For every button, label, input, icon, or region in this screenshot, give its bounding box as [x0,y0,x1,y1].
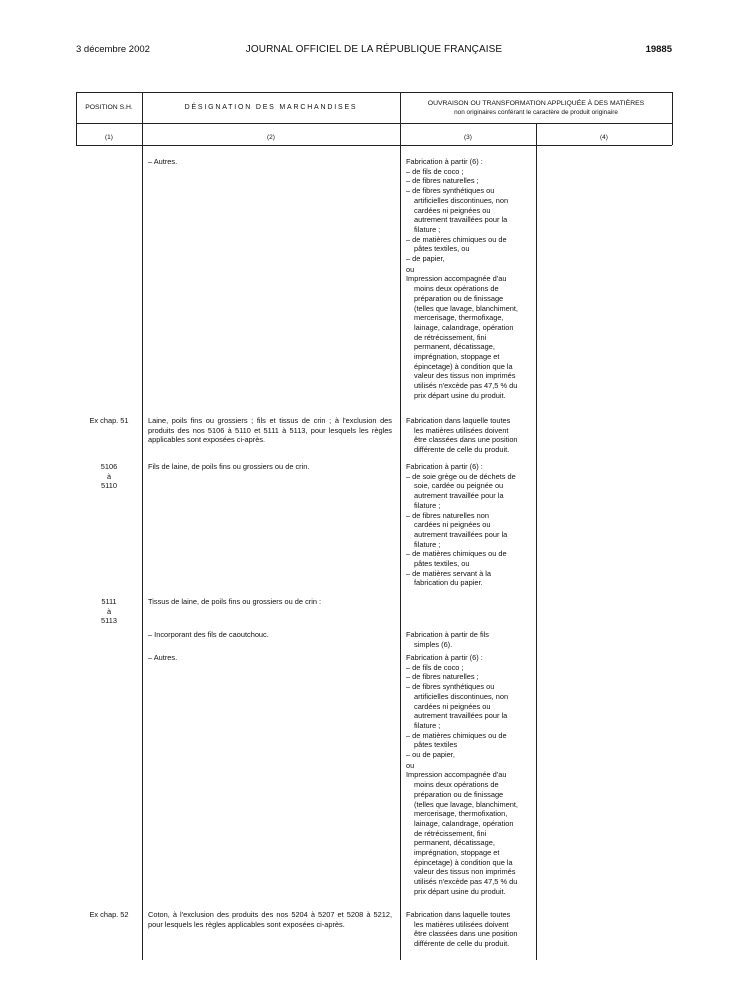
rule-line: autrement travaillée pour la [414,491,504,501]
rule-line: – de soie grège ou de déchets de [406,471,516,481]
rule-line: ou [406,264,415,274]
rule-line: pâtes textiles, ou [414,559,470,569]
rule-line: – de fibres naturelles ; [406,176,479,186]
rule-line: épincetage) à condition que la [414,361,513,371]
designation-text: – Incorporant des fils de caoutchouc. [148,630,269,639]
rule-line: artificielles discontinues, non [414,195,509,205]
rule-line: filature ; [414,500,441,510]
right-border [672,92,673,145]
rule-line: imprégnation, stoppage et [414,352,500,362]
rule-line: permanent, décatissage, [414,342,495,352]
rule-line: être classées dans une position [414,435,518,445]
designation-text: Tissus de laine, de poils fins ou grossiers ou de crin : [148,597,322,606]
rule-line: Impression accompagnée d'au [406,770,507,780]
rule-line: cardées ni peignées ou [414,701,491,711]
journal-title: JOURNAL OFFICIEL DE LA RÉPUBLIQUE FRANÇAISE [245,44,503,55]
rule-line: Fabrication à partir de fils [406,630,489,639]
rule-line: valeur des tissus non imprimés [414,867,516,877]
rule-line: Impression accompagnée d'au [406,274,507,284]
heading-position: POSITION S.H. [85,104,133,111]
designation-text: Fils de laine, de poils fins ou grossiers ou de crin. [148,462,310,471]
rule-line: artificielles discontinues, non [414,691,509,701]
rule-line: soie, cardée ou peignée ou [414,481,504,491]
heading-designation: DÉSIGNATION DES MARCHANDISES [184,104,358,111]
position-code: Ex chap. 51 [89,416,129,425]
rule-line: – de matières chimiques ou de [406,549,507,559]
rule-line: – de fibres synthétiques ou [406,186,495,196]
rule-line: de rétrécissement, fini [414,828,487,838]
rule-line: filature ; [414,224,441,234]
transformation-rule [406,416,530,455]
header-date: 3 décembre 2002 [76,44,150,55]
position-code: 5111 à 5113 [101,597,117,626]
rule-line: pâtes textiles [414,740,458,750]
col-divider-1 [142,92,143,960]
rule-line: – de fibres naturelles ; [406,672,479,682]
rule-line: simples (6). [414,639,453,649]
rule-line: prix départ usine du produit. [414,390,506,400]
col-divider-3 [536,123,537,960]
rule-line: – de matières chimiques ou de [406,730,507,740]
rule-line: Fabrication à partir (6) : [406,462,483,471]
rule-line: Fabrication dans laquelle toutes [406,416,511,425]
rule-line: – de fibres synthétiques ou [406,682,495,692]
rule-line: différente de celle du produit. [414,445,510,455]
col-divider-2 [400,92,401,960]
rule-line: Fabrication à partir (6) : [406,653,483,662]
rule-line: épincetage) à condition que la [414,857,513,867]
rule-line: autrement travaillées pour la [414,215,508,225]
column-number-4: (4) [600,134,608,141]
rule-line: – de fibres naturelles non [406,510,489,520]
designation-text: Coton, à l'exclusion des produits des nos 5204 à 5207 et 5208 à 5212, pour lesquels les règles applicables sont exposées ci-après. [148,910,392,929]
rule-line: autrement travaillées pour la [414,711,508,721]
rule-line: Fabrication à partir (6) : [406,157,483,166]
rule-line: cardées ni peignées ou [414,205,491,215]
rule-line: autrement travaillées pour la [414,529,508,539]
rule-line: ou [406,760,415,770]
table-top-border [76,92,672,93]
transformation-rule [406,630,530,649]
rule-line: – de matières chimiques ou de [406,234,507,244]
rule-line: cardées ni peignées ou [414,520,491,530]
rule-line: filature ; [414,539,441,549]
rule-line: permanent, décatissage, [414,838,495,848]
rule-line: – de papier, [406,254,445,264]
designation-text: Laine, poils fins ou grossiers ; fils et tissus de crin ; à l'exclusion des produits des nos 5106 à 5110 et 5111 à 5113, pour lesquels les règles applicables sont exposées ci-après. [148,416,392,445]
rule-line: de rétrécissement, fini [414,332,487,342]
rule-line: – de matières servant à la [406,568,492,578]
column-number-2: (2) [267,134,275,141]
column-number-1: (1) [105,134,113,141]
rule-line: moins deux opérations de [414,780,499,790]
rule-line: être classées dans une position [414,929,518,939]
rule-line: pâtes textiles, ou [414,244,470,254]
rule-line: mercerisage, thermofixage, [414,313,504,323]
rule-line: utilisés n'excède pas 47,5 % du [414,381,518,391]
position-code: 5106 à 5110 [100,462,118,491]
colnum-divider [76,145,672,146]
rule-line: prix départ usine du produit. [414,886,506,896]
page-number: 19885 [645,44,672,55]
rule-line: filature ; [414,720,441,730]
rule-line: (telles que lavage, blanchiment, [414,303,518,313]
rule-line: préparation ou de finissage [414,789,504,799]
transformation-rule [406,157,530,401]
rule-line: – ou de papier, [406,750,455,760]
rule-line: différente de celle du produit. [414,939,510,949]
rule-line: préparation ou de finissage [414,293,504,303]
designation-text: – Autres. [148,653,178,662]
rule-line: – de fils de coco ; [406,166,464,176]
transformation-rule [406,462,530,588]
rule-line: Fabrication dans laquelle toutes [406,910,511,919]
transformation-rule [406,910,530,949]
header-divider [76,123,672,124]
rule-line: mercerisage, thermofixation, [414,809,508,819]
rule-line: valeur des tissus non imprimés [414,371,516,381]
rule-line: lainage, calandrage, opération [414,322,514,332]
transformation-rule [406,653,530,897]
rule-line: (telles que lavage, blanchiment, [414,799,518,809]
position-code: Ex chap. 52 [89,910,129,919]
rule-line: – de fils de coco ; [406,662,464,672]
rule-line: utilisés n'excède pas 47,5 % du [414,877,518,887]
rule-line: les matières utilisées doivent [414,425,509,435]
rule-line: moins deux opérations de [414,284,499,294]
heading-transformation: OUVRAISON OU TRANSFORMATION APPLIQUÉE À DES MATIÈRES [427,100,645,107]
column-number-3: (3) [464,134,472,141]
heading-transformation-sub: non originaires conférant le caractère de produit originaire [454,109,618,116]
rule-line: lainage, calandrage, opération [414,818,514,828]
rule-line: les matières utilisées doivent [414,919,509,929]
rule-line: fabrication du papier. [414,578,483,588]
designation-text: – Autres. [148,157,178,166]
rule-line: imprégnation, stoppage et [414,848,500,858]
